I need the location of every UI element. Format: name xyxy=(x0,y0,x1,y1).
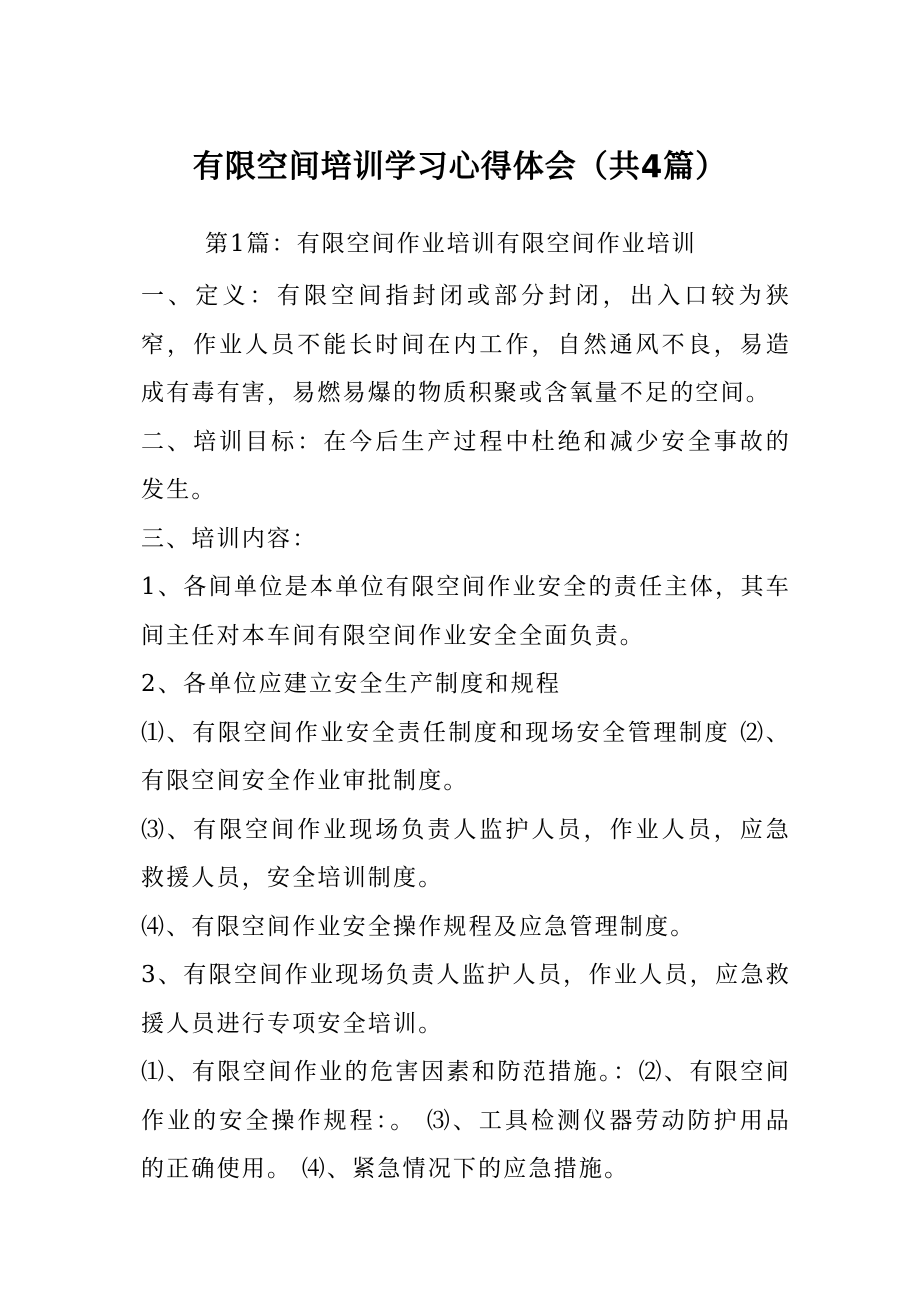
paragraph-item-2: 2、各单位应建立安全生产制度和规程 xyxy=(141,671,562,697)
paragraph-training-subitems: ⑴、有限空间作业的危害因素和防范措施。：⑵、有限空间作业的安全操作规程：。 ⑶、工具检测仪器劳动防护用品的正确使用。 ⑷、紧急情况下的应急措施。 xyxy=(141,1059,791,1182)
document-body xyxy=(141,272,791,1194)
paragraph-training-goal: 二、培训目标：在今后生产过程中杜绝和减少安全事故的发生。 xyxy=(141,428,791,503)
paragraph-subitem-4: ⑷、有限空间作业安全操作规程及应急管理制度。 xyxy=(141,913,696,940)
paragraph-subitem-3: ⑶、有限空间作业现场负责人监护人员，作业人员，应急救援人员，安全培训制度。 xyxy=(141,816,791,891)
paragraph-item-1: 1、各间单位是本单位有限空间作业安全的责任主体，其车间主任对本车间有限空间作业安全全面负责。 xyxy=(141,574,791,649)
document-title: 有限空间培训学习心得体会（共4篇） xyxy=(192,149,728,185)
paragraph-definition: 一、定义：有限空间指封闭或部分封闭，出入口较为狭窄，作业人员不能长时间在内工作，自然通风不良，易造成有毒有害，易燃易爆的物质积聚或含氧量不足的空间。 xyxy=(141,283,791,406)
section-heading: 第1篇：有限空间作业培训有限空间作业培训 xyxy=(205,231,697,257)
paragraph-item-3: 3、有限空间作业现场负责人监护人员，作业人员，应急救援人员进行专项安全培训。 xyxy=(141,962,791,1037)
paragraph-training-content-heading: 三、培训内容： xyxy=(141,525,318,552)
paragraph-subitem-1-2: ⑴、有限空间作业安全责任制度和现场安全管理制度 ⑵、有限空间安全作业审批制度。 xyxy=(141,719,791,794)
